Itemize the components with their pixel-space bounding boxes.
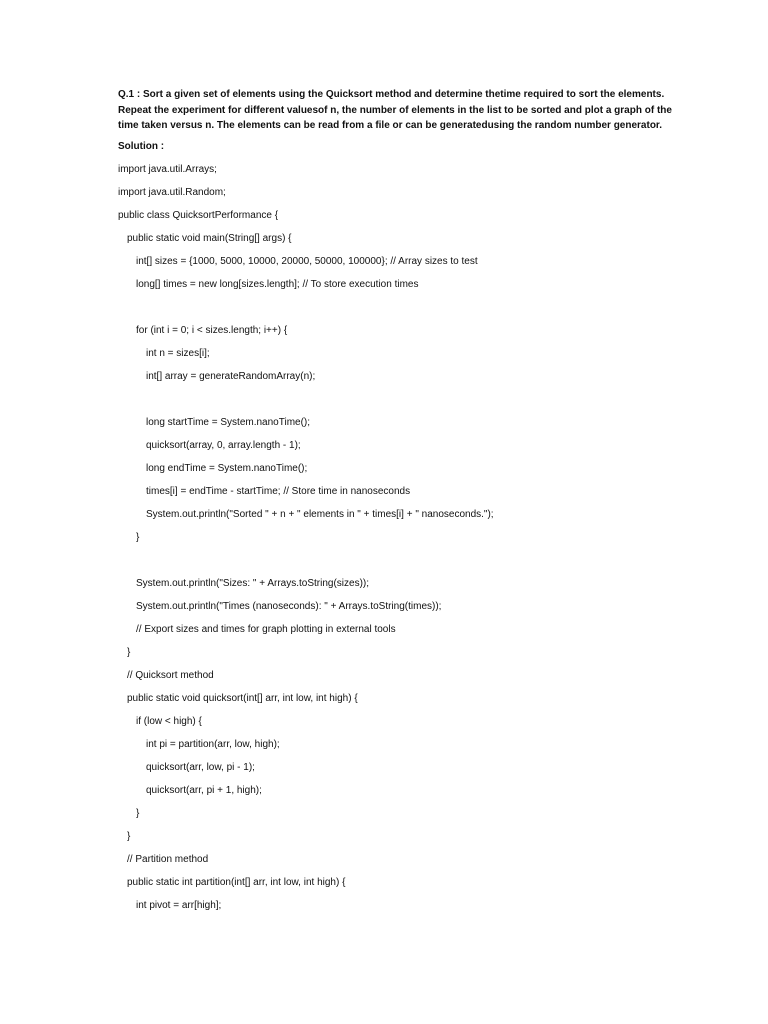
code-line: long startTime = System.nanoTime();: [146, 417, 311, 428]
code-line: times[i] = endTime - startTime; // Store time in nanoseconds: [146, 486, 411, 497]
code-line: if (low < high) {: [136, 716, 202, 727]
code-line: quicksort(array, 0, array.length - 1);: [146, 440, 301, 451]
code-line: public class QuicksortPerformance {: [118, 210, 279, 221]
question-line: time taken versus n. The elements can be read from a file or can be generatedusing the random number generator.: [118, 120, 663, 131]
code-line: }: [127, 831, 131, 842]
code-line: quicksort(arr, pi + 1, high);: [146, 785, 262, 796]
code-line: quicksort(arr, low, pi - 1);: [146, 762, 255, 773]
code-line: import java.util.Arrays;: [118, 164, 217, 175]
code-line: System.out.println("Sizes: " + Arrays.toString(sizes));: [136, 578, 370, 589]
code-line: for (int i = 0; i < sizes.length; i++) {: [136, 325, 288, 336]
code-line: }: [127, 647, 131, 658]
code-line: }: [136, 808, 140, 819]
code-line: // Export sizes and times for graph plotting in external tools: [136, 624, 396, 635]
code-line: int n = sizes[i];: [146, 348, 210, 359]
code-line: long[] times = new long[sizes.length]; // To store execution times: [136, 279, 419, 290]
question-line: Repeat the experiment for different valuesof n, the number of elements in the list to be sorted and plot a graph of the: [118, 104, 672, 116]
code-line: public static void main(String[] args) {: [127, 233, 292, 244]
code-line: System.out.println("Sorted " + n + " elements in " + times[i] + " nanoseconds.");: [146, 509, 494, 520]
code-line: import java.util.Random;: [118, 187, 226, 198]
code-line: int[] array = generateRandomArray(n);: [146, 371, 316, 382]
code-line: // Partition method: [127, 854, 209, 865]
code-line: public static int partition(int[] arr, int low, int high) {: [127, 877, 346, 888]
question-line: Q.1 : Sort a given set of elements using the Quicksort method and determine thetime required to sort the elements.: [118, 89, 665, 100]
code-line: public static void quicksort(int[] arr, int low, int high) {: [127, 693, 358, 704]
code-line: int pi = partition(arr, low, high);: [146, 739, 280, 750]
code-line: int pivot = arr[high];: [136, 900, 222, 911]
code-line: long endTime = System.nanoTime();: [146, 463, 308, 474]
code-line: }: [136, 532, 140, 543]
code-line: System.out.println("Times (nanoseconds): " + Arrays.toString(times));: [136, 601, 442, 612]
solution-label: Solution :: [118, 141, 165, 152]
code-line: // Quicksort method: [127, 670, 214, 681]
code-line: int[] sizes = {1000, 5000, 10000, 20000, 50000, 100000}; // Array sizes to test: [136, 256, 478, 267]
question-text: [118, 87, 672, 134]
